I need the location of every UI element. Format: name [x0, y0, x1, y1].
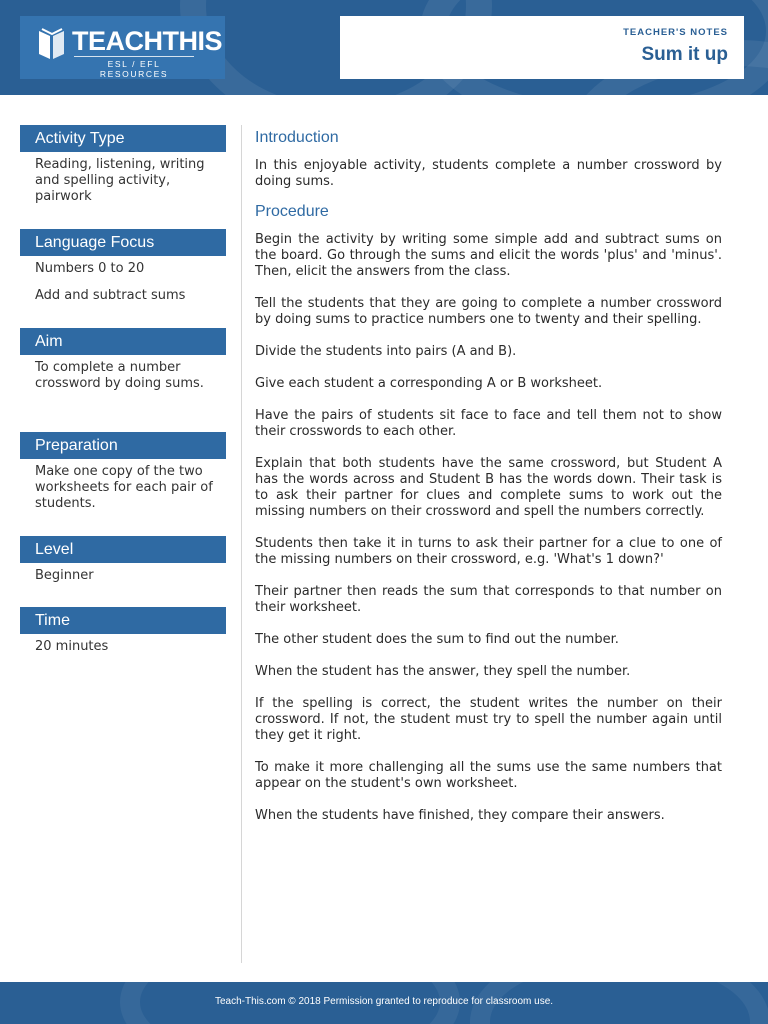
sidebar-text: [20, 355, 226, 392]
procedure-paragraph: When the student has the answer, they spell the number.: [255, 664, 631, 679]
sidebar-line: Numbers 0 to 20: [35, 261, 145, 276]
procedure-heading: Procedure: [255, 203, 329, 220]
sidebar-text: [20, 634, 226, 655]
sidebar-section-activity-type: [20, 125, 226, 229]
page-header: [0, 0, 768, 95]
main-content: [255, 128, 722, 840]
procedure-paragraph: Begin the activity by writing some simple add and subtract sums on the board. Go through the sums and elicit the words 'plus' and 'minus'. Then, elicit the answers from the class.: [255, 232, 722, 279]
sidebar-text: [20, 256, 226, 304]
book-icon: [36, 27, 68, 61]
sidebar-heading: Aim: [20, 328, 226, 355]
sidebar-section-language-focus: [20, 229, 226, 328]
sidebar-line: Add and subtract sums: [35, 288, 186, 303]
sidebar-line: To complete a number crossword by doing sums.: [35, 360, 204, 391]
procedure-paragraph: Have the pairs of students sit face to face and tell them not to show their crosswords to each other.: [255, 408, 722, 439]
sidebar-text: [20, 152, 226, 205]
sidebar: [20, 125, 226, 666]
logo-subtitle: ESL / EFL RESOURCES: [74, 56, 194, 79]
column-divider: [241, 125, 242, 963]
introduction-heading: Introduction: [255, 129, 339, 146]
sidebar-text: [20, 459, 226, 512]
document-kicker: TEACHER'S NOTES: [623, 27, 728, 38]
procedure-paragraph: Tell the students that they are going to complete a number crossword by doing sums to practice numbers one to twenty and their spelling.: [255, 296, 722, 327]
sidebar-heading: Time: [20, 607, 226, 634]
procedure-paragraph: Give each student a corresponding A or B worksheet.: [255, 376, 603, 391]
sidebar-section-time: [20, 607, 226, 655]
page-footer: [0, 982, 768, 1024]
sidebar-section-aim: [20, 328, 226, 432]
logo-text: TEACHTHIS: [72, 26, 222, 56]
introduction-paragraph: In this enjoyable activity, students complete a number crossword by doing sums.: [255, 158, 722, 189]
procedure-paragraph: Their partner then reads the sum that corresponds to that number on their worksheet.: [255, 584, 722, 615]
title-box: [340, 16, 744, 79]
sidebar-heading: Level: [20, 536, 226, 563]
sidebar-section-preparation: [20, 432, 226, 536]
sidebar-heading: Language Focus: [20, 229, 226, 256]
sidebar-text: [20, 563, 226, 584]
sidebar-heading: Preparation: [20, 432, 226, 459]
procedure-paragraph: If the spelling is correct, the student writes the number on their crossword. If not, the student must try to spell the number again until they get it right.: [255, 696, 722, 743]
procedure-paragraph: To make it more challenging all the sums use the same numbers that appear on the student's own worksheet.: [255, 760, 722, 791]
procedure-paragraph: Students then take it in turns to ask their partner for a clue to one of the missing numbers on their crossword, e.g. 'What's 1 down?': [255, 536, 722, 567]
procedure-paragraph: Divide the students into pairs (A and B).: [255, 344, 517, 359]
sidebar-line: Make one copy of the two worksheets for each pair of students.: [35, 464, 213, 511]
sidebar-line: Reading, listening, writing and spelling activity, pairwork: [35, 157, 205, 204]
procedure-paragraph: The other student does the sum to find out the number.: [255, 632, 619, 647]
sidebar-heading: Activity Type: [20, 125, 226, 152]
sidebar-line: 20 minutes: [35, 639, 109, 654]
sidebar-line: Beginner: [35, 568, 94, 583]
procedure-paragraph: When the students have finished, they compare their answers.: [255, 808, 665, 823]
logo: [20, 16, 225, 79]
copyright-text: Teach-This.com © 2018 Permission granted to reproduce for classroom use.: [214, 996, 554, 1007]
procedure-paragraph: Explain that both students have the same crossword, but Student A has the words across and Student B has the words down. Their task is to ask their partner for clues and complete sums to work out the missing numbers on their crossword and spell the numbers correctly.: [255, 456, 722, 519]
sidebar-section-level: [20, 536, 226, 607]
page-title: Sum it up: [641, 44, 728, 65]
